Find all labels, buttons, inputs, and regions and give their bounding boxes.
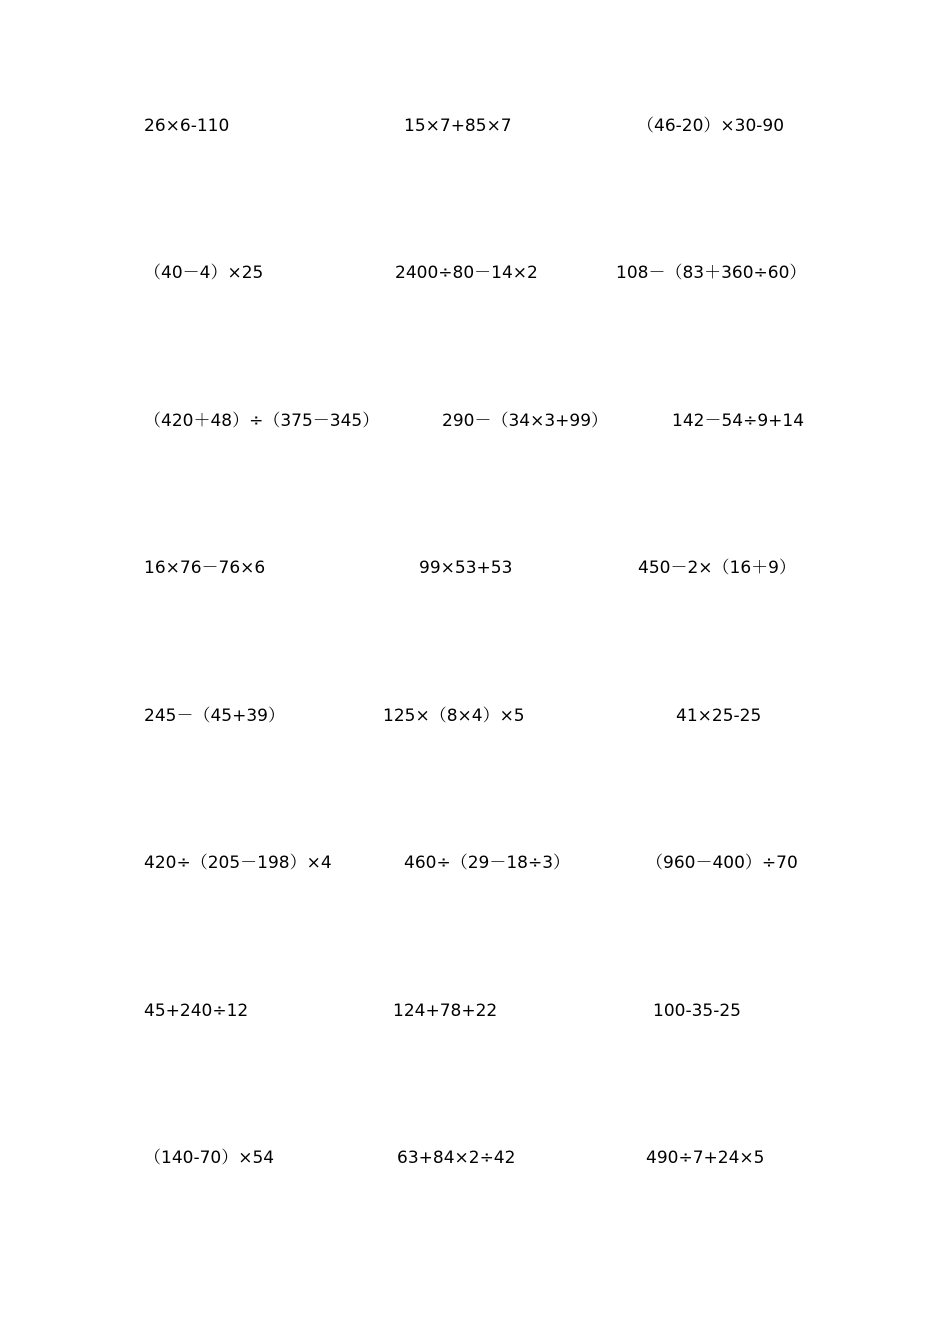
problem-r7-c3: 100-35-25	[653, 1001, 741, 1021]
problem-r2-c1: （40－4）×25	[144, 263, 264, 283]
problem-r6-c1: 420÷（205－198）×4	[144, 853, 332, 873]
problem-r5-c1: 245－（45+39）	[144, 706, 285, 726]
problem-r4-c1: 16×76－76×6	[144, 558, 266, 578]
problem-r4-c3: 450－2×（16＋9）	[638, 558, 796, 578]
problem-r8-c3: 490÷7+24×5	[646, 1148, 765, 1168]
problem-r1-c1: 26×6-110	[144, 116, 230, 136]
problem-r1-c3: （46-20）×30-90	[637, 116, 785, 136]
problem-r3-c3: 142－54÷9+14	[672, 411, 805, 431]
problem-r5-c2: 125×（8×4）×5	[383, 706, 525, 726]
problem-r6-c2: 460÷（29－18÷3）	[404, 853, 571, 873]
problem-r7-c2: 124+78+22	[393, 1001, 498, 1021]
problem-r8-c1: （140-70）×54	[144, 1148, 275, 1168]
problem-r8-c2: 63+84×2÷42	[397, 1148, 516, 1168]
problem-r2-c3: 108－（83＋360÷60）	[616, 263, 807, 283]
problem-r7-c1: 45+240÷12	[144, 1001, 249, 1021]
problem-r5-c3: 41×25-25	[676, 706, 762, 726]
problem-r3-c2: 290－（34×3+99）	[442, 411, 609, 431]
problem-r2-c2: 2400÷80－14×2	[395, 263, 538, 283]
problem-r4-c2: 99×53+53	[419, 558, 513, 578]
problem-r6-c3: （960－400）÷70	[646, 853, 798, 873]
problem-r3-c1: （420＋48）÷（375－345）	[144, 411, 380, 431]
problem-r1-c2: 15×7+85×7	[404, 116, 512, 136]
